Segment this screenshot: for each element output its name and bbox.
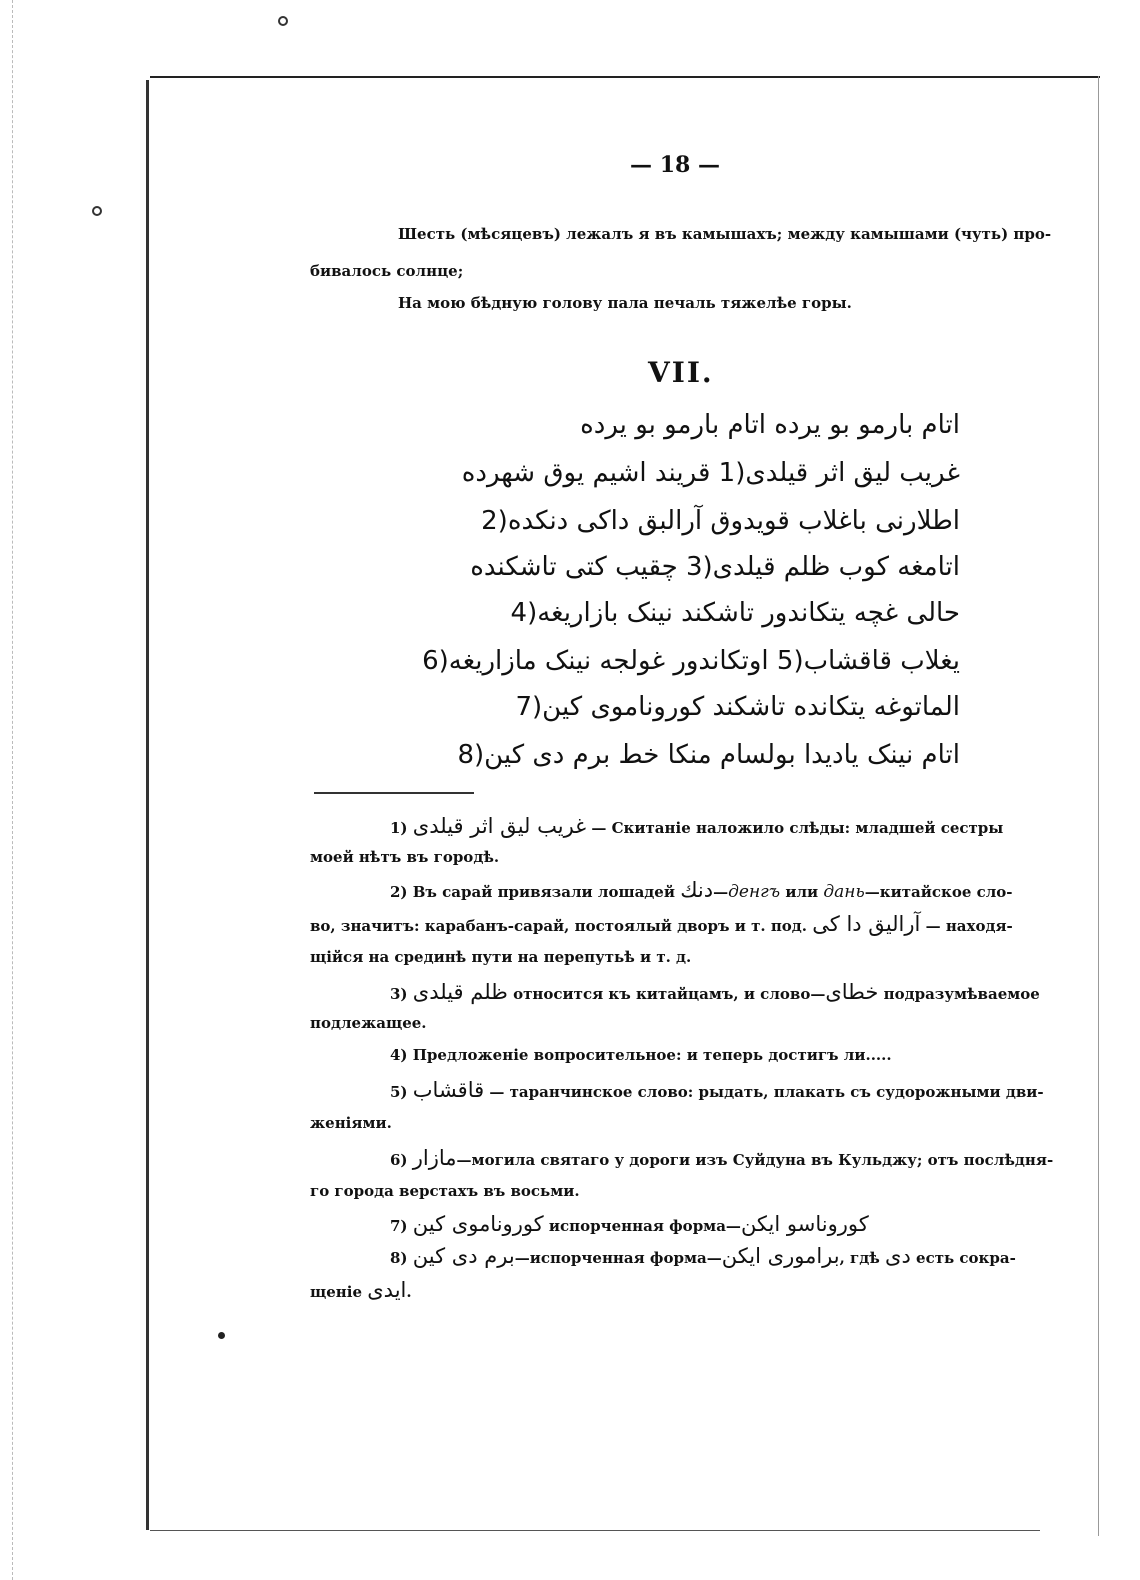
footnote-arabic-term: کوروناموی کين: [412, 1212, 544, 1236]
page-number: — 18 —: [630, 152, 720, 178]
footnote-8-line-2: [310, 1280, 1040, 1301]
footnote-3-line-1: [310, 982, 1040, 1003]
footnote-text: , гдѣ: [839, 1249, 880, 1267]
scan-dot-mark: [92, 206, 102, 216]
footnote-6-line-2: го города верстахъ въ восьми.: [310, 1182, 580, 1200]
footnote-8-line-1: [310, 1246, 1040, 1267]
verse-line: اطلارنی باغلاب قويدوق آرالبق داکی دنکده(2: [481, 506, 960, 536]
footnote-6-line-1: [310, 1146, 1054, 1170]
footnote-arabic-term: دی: [885, 1244, 911, 1268]
intro-line-2: бивалось солнце;: [310, 262, 464, 280]
footnote-text: — Скитаніе наложило слѣды: младшей сестры: [591, 819, 1004, 837]
footnote-text: относится къ китайцамъ, и слово—: [513, 985, 826, 1003]
footnote-arabic-term: قاقشاب: [412, 1078, 485, 1102]
footnote-text: 2) Въ сарай привязали лошадей: [390, 883, 675, 901]
verse-line: الماتوغه يتکانده تاشکند کوروناموی کين(7: [515, 692, 960, 722]
scan-margin-line: [12, 0, 13, 1580]
footnote-italic-term: дань: [823, 882, 865, 902]
footnote-5-line-2: женіями.: [310, 1114, 392, 1132]
intro-line-3: На мою бѣдную голову пала печаль тяжелѣе горы.: [398, 294, 852, 312]
page-border-bottom: [150, 1530, 1040, 1531]
footnote-arabic-term: دنك: [680, 878, 714, 902]
page-border-right: [1098, 76, 1099, 1536]
footnote-2-line-3: щійся на срединѣ пути на перепутьѣ и т. д.: [310, 948, 692, 966]
footnote-text: или: [780, 883, 824, 901]
verse-line: اتام بارمو بو يرده اتام بارمو بو يرده: [580, 410, 960, 440]
footnote-arabic-term: غريب ليق اثر قيلدی: [412, 814, 587, 838]
footnote-number: 8): [390, 1249, 408, 1267]
footnote-arabic-term: مازار: [412, 1146, 457, 1170]
footnote-italic-term: денгъ: [728, 882, 781, 902]
intro-line-1: Шесть (мѣсяцевъ) лежалъ я въ камышахъ; между камышами (чуть) про-: [398, 225, 1052, 243]
verse-line: اتام نينک يادیدا بولسام منکا خط برم دی کين(8: [457, 740, 960, 770]
footnote-arabic-term: کوروناسو ايکن: [740, 1212, 869, 1236]
footnote-7: [310, 1214, 1040, 1235]
footnote-text: подразумѣваемое: [883, 985, 1040, 1003]
footnote-2-line-2: [310, 914, 1040, 935]
footnote-3-line-2: подлежащее.: [310, 1014, 427, 1032]
footnote-number: 6): [390, 1151, 408, 1169]
footnote-text: —китайское сло-: [864, 883, 1013, 901]
section-numeral: VII.: [648, 356, 714, 389]
footnote-text: .: [406, 1283, 412, 1301]
footnote-number: 7): [390, 1217, 408, 1235]
footnote-4: 4) Предложеніе вопросительное: и теперь достигъ ли.....: [390, 1046, 892, 1064]
footnote-dash: —: [713, 883, 729, 901]
footnote-text: испорченная форма—: [548, 1217, 741, 1235]
footnote-text: щеніе: [310, 1283, 362, 1301]
footnote-1-line-1: [310, 816, 1040, 837]
verse-line: حالی غچه يتکاندور تاشکند نينک بازاريغه(4: [510, 598, 960, 628]
footnote-2-line-1: [310, 880, 1040, 901]
footnote-arabic-term: آراليق دا کی: [812, 912, 921, 936]
verse-line: غريب ليق اثر قيلدی(1 قريند اشيم يوق شهرده: [461, 458, 960, 488]
footnote-number: 1): [390, 819, 408, 837]
footnote-text: —испорченная форма—: [514, 1249, 722, 1267]
footnote-arabic-term: برم دی کين: [412, 1244, 515, 1268]
footnote-arabic-term: خطای: [825, 980, 879, 1004]
footnote-text: — находя-: [925, 917, 1013, 935]
footnote-5-line-1: [310, 1078, 1044, 1102]
footnote-text: —могила святаго у дороги изъ Суйдуна въ Кульджу; отъ послѣдня-: [456, 1151, 1054, 1169]
footnote-arabic-term: براموری ايکن: [721, 1244, 840, 1268]
footnote-1-line-2: моей нѣтъ въ городѣ.: [310, 848, 500, 866]
footnote-text: во, значитъ: карабанъ-сарай, постоялый дворъ и т. под.: [310, 917, 808, 935]
verse-line: اتامغه کوب ظلم قيلدی(3 چقيب کتی تاشکنده: [470, 552, 960, 582]
footnote-text: — таранчинское слово: рыдать, плакать съ судорожными дви-: [489, 1083, 1044, 1101]
scan-smudge: [218, 1332, 225, 1339]
footnote-separator: [314, 792, 474, 794]
verse-line: يغلاب قاقشاب(5 اوتکاندور غولجه نينک مازاريغه(6: [422, 646, 960, 676]
footnote-number: 3): [390, 985, 408, 1003]
footnote-arabic-term: ظلم قيلدی: [412, 980, 508, 1004]
footnote-text: есть сокра-: [916, 1249, 1016, 1267]
page-border-top: [150, 76, 1100, 78]
scan-dot-mark: [278, 16, 288, 26]
footnote-number: 5): [390, 1083, 408, 1101]
page-border-left: [146, 80, 149, 1530]
footnote-arabic-term: ايدی: [367, 1278, 407, 1302]
